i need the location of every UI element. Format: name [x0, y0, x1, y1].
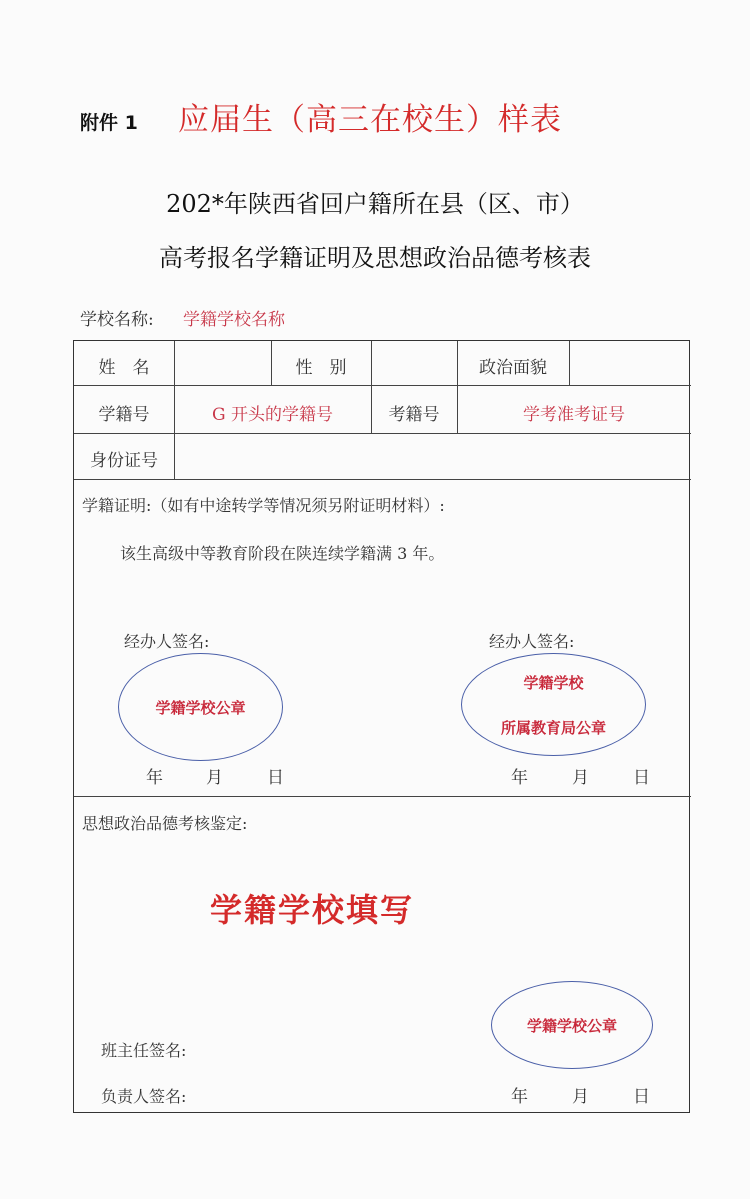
moral-assessment-heading: 思想政治品德考核鉴定: — [82, 814, 248, 833]
school-name-value[interactable]: 学籍学校名称 — [183, 310, 285, 330]
date-month: 月 — [572, 768, 589, 788]
political-status-label: 政治面貌 — [479, 358, 547, 378]
date-year: 年 — [511, 768, 528, 788]
gender-label: 性 别 — [295, 358, 347, 378]
left-signer-label: 经办人签名: — [124, 632, 210, 651]
date-year: 年 — [146, 768, 163, 788]
annex-title: 应届生（高三在校生）样表 — [178, 102, 562, 138]
exam-id-field[interactable]: 学考准考证号 — [523, 405, 625, 425]
date-year: 年 — [511, 1087, 528, 1107]
school-seal-stamp — [491, 981, 653, 1069]
date-day: 日 — [267, 768, 284, 788]
stamp-text-line1: 学籍学校 — [523, 674, 584, 692]
stamp-text: 学籍学校公章 — [526, 1017, 617, 1035]
row-divider — [74, 479, 691, 480]
responsible-person-signer-label: 负责人签名: — [101, 1087, 187, 1106]
enrollment-statement: 该生高级中等教育阶段在陕连续学籍满 3 年。 — [120, 544, 445, 563]
row-divider — [74, 385, 691, 386]
school-name-label: 学校名称: — [80, 310, 154, 330]
section-divider — [74, 796, 691, 797]
student-id-label: 学籍号 — [98, 405, 150, 425]
row-divider — [74, 433, 691, 434]
fill-by-school-note: 学籍学校填写 — [210, 891, 415, 929]
form-title-line2: 高考报名学籍证明及思想政治品德考核表 — [159, 244, 591, 272]
stamp-text: 学籍学校公章 — [155, 699, 246, 717]
enrollment-heading: 学籍证明:（如有中途转学等情况须另附证明材料）: — [82, 496, 445, 515]
stamp-text-line2: 所属教育局公章 — [500, 719, 606, 737]
class-teacher-signer-label: 班主任签名: — [101, 1041, 187, 1060]
name-field[interactable] — [175, 349, 271, 379]
form-title-line1: 202*年陕西省回户籍所在县（区、市） — [166, 190, 584, 218]
annex-label: 附件 1 — [80, 112, 138, 134]
date-day: 日 — [633, 1087, 650, 1107]
form-table — [73, 340, 690, 1113]
exam-id-label: 考籍号 — [388, 405, 440, 425]
name-label: 姓 名 — [98, 358, 150, 378]
id-card-field[interactable] — [175, 439, 690, 473]
education-bureau-seal-stamp — [461, 653, 646, 756]
date-month: 月 — [572, 1087, 589, 1107]
student-id-field[interactable]: G 开头的学籍号 — [212, 405, 333, 425]
school-seal-stamp — [118, 653, 283, 761]
date-day: 日 — [633, 768, 650, 788]
date-month: 月 — [206, 768, 223, 788]
id-card-label: 身份证号 — [90, 451, 158, 471]
gender-field[interactable] — [372, 349, 457, 379]
right-signer-label: 经办人签名: — [489, 632, 575, 651]
political-status-field[interactable] — [570, 349, 690, 379]
